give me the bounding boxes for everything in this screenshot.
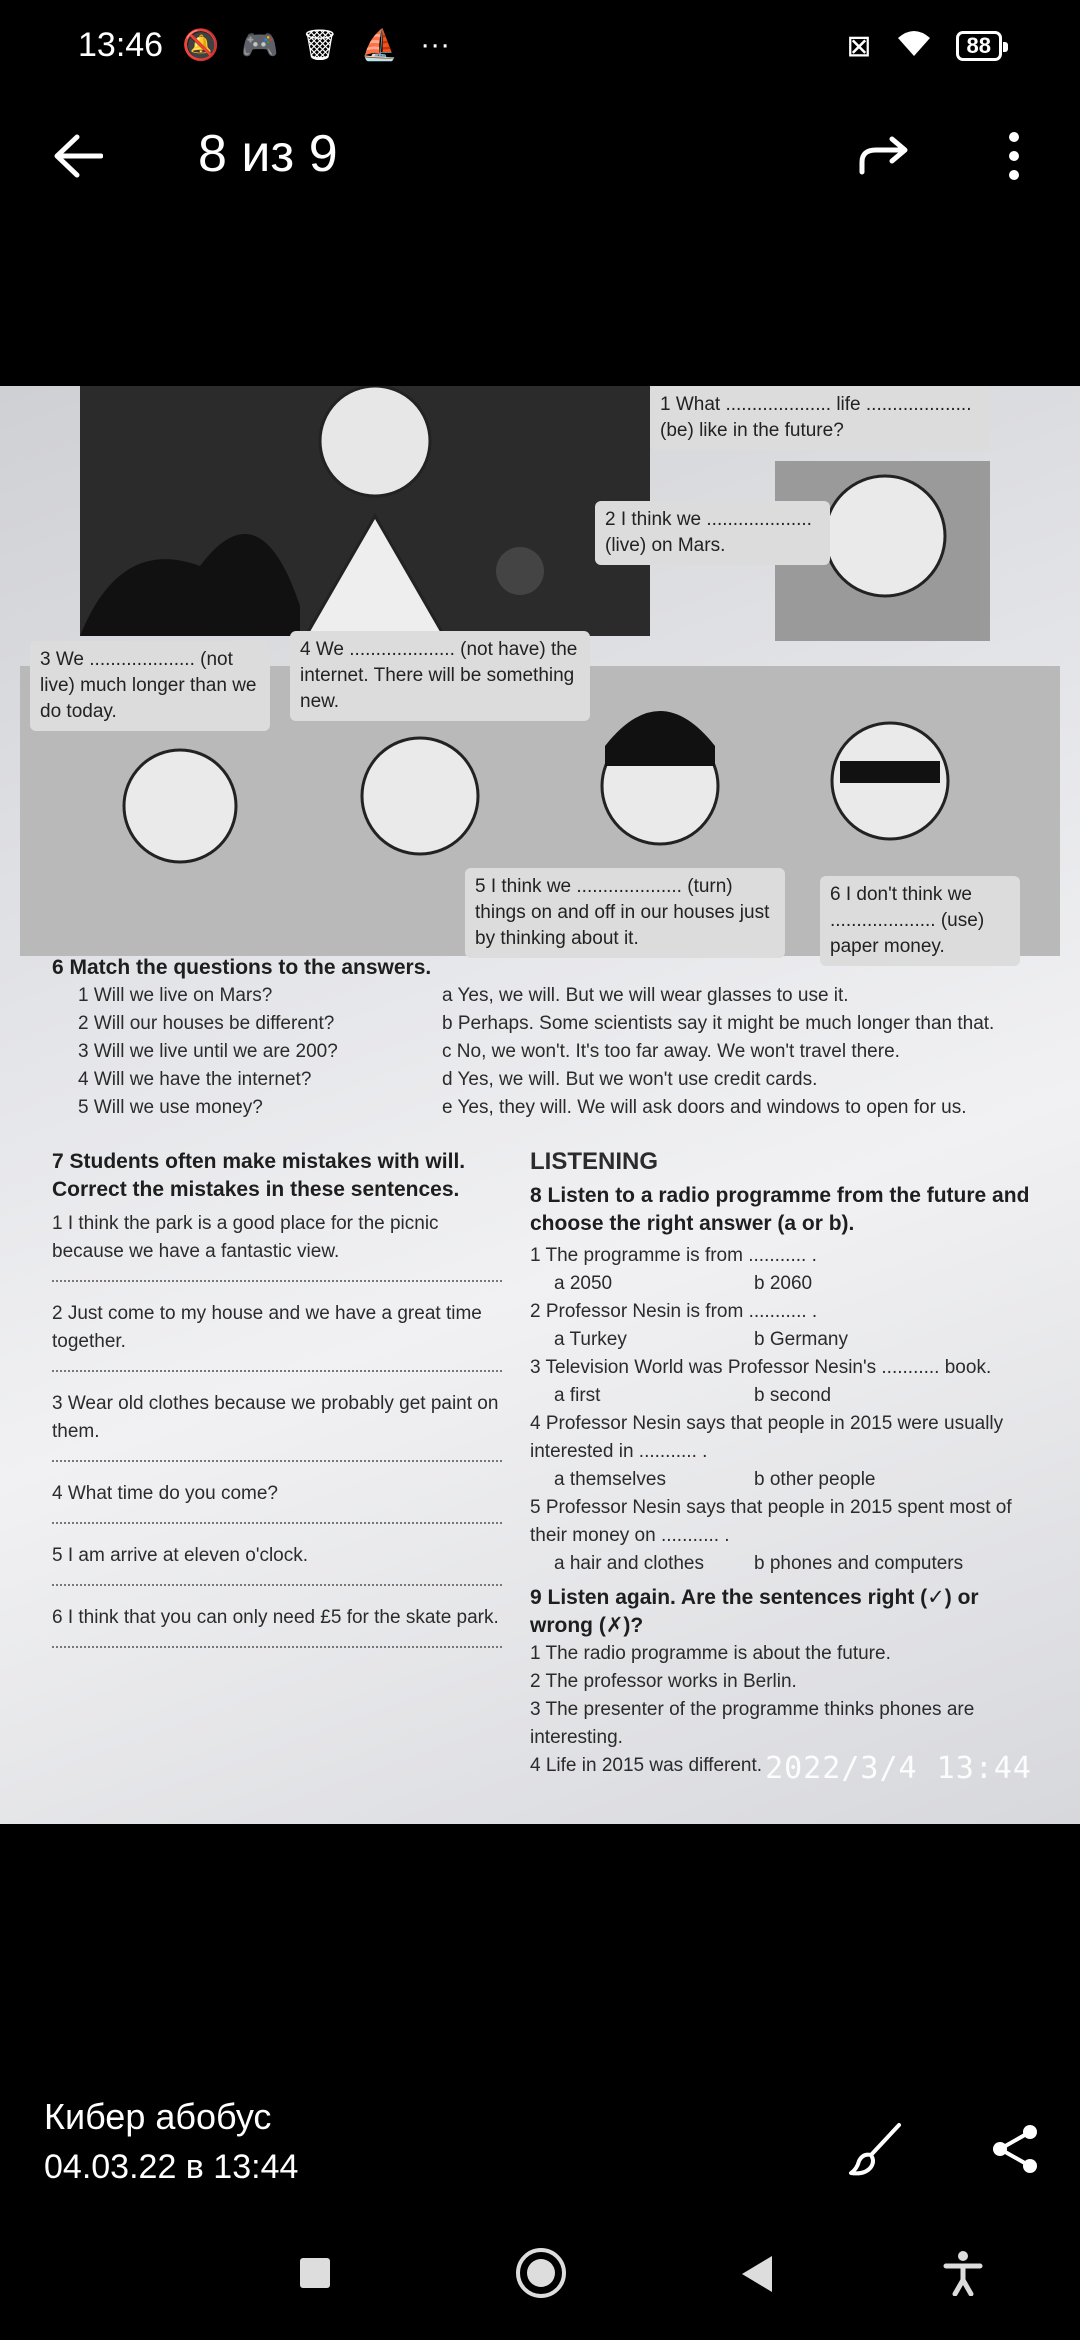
ex7-item: 5 I am arrive at eleven o'clock. [52, 1545, 309, 1566]
ex8-option-a: a 2050 [554, 1273, 613, 1294]
ex8-option-a: a themselves [554, 1469, 666, 1490]
answer-line [52, 1570, 502, 1586]
answer-line [52, 1356, 502, 1372]
speech-bubble-3: 3 We .................... (not live) much longer than we do today. [30, 641, 270, 731]
back-button[interactable] [44, 122, 112, 190]
ex8-question: 3 Television World was Professor Nesin's ........... book. [530, 1357, 992, 1378]
ex6-answer: b Perhaps. Some scientists say it might be much longer than that. [442, 1013, 995, 1034]
exercise-7-title: 7 Students often make mistakes with will. Correct the mistakes in these sentences. [52, 1150, 466, 1201]
ex8-option-b: b other people [754, 1469, 876, 1490]
page-counter-title: 8 из 9 [198, 125, 338, 183]
ex7-item: 3 Wear old clothes because we probably get paint on them. [52, 1393, 499, 1442]
mute-icon: 🔕 [182, 29, 220, 62]
photo-viewer[interactable] [0, 386, 1080, 1824]
brush-icon [845, 2119, 905, 2179]
forward-arrow-icon [858, 136, 910, 176]
comic-illustration [0, 386, 1080, 956]
ex7-item: 2 Just come to my house and we have a great time together. [52, 1303, 482, 1352]
ex8-option-a: a hair and clothes [554, 1553, 704, 1574]
ex9-item: 3 The presenter of the programme thinks phones are interesting. [530, 1699, 975, 1748]
ex7-item: 6 I think that you can only need £5 for the skate park. [52, 1607, 499, 1628]
forward-share-button[interactable] [850, 122, 918, 190]
ex6-question: 3 Will we live until we are 200? [78, 1041, 338, 1062]
no-sim-icon: ⊠ [846, 29, 872, 63]
ex8-question: 4 Professor Nesin says that people in 2015 were usually interested in ........... . [530, 1413, 1004, 1462]
ex6-answer: d Yes, we will. But we won't use credit cards. [442, 1069, 818, 1090]
photo-timestamp-watermark: 2022/3/4 13:44 [765, 1751, 1032, 1786]
ex6-answer: a Yes, we will. But we will wear glasses to use it. [442, 985, 849, 1006]
status-icons-right [846, 26, 1002, 66]
answer-line [52, 1632, 502, 1648]
ex8-option-b: b second [754, 1385, 832, 1406]
app-bar [0, 100, 1080, 210]
arrow-left-icon [53, 134, 103, 178]
ex8-option-a: a Turkey [554, 1329, 627, 1350]
ex7-item: 1 I think the park is a good place for the picnic because we have a fantastic view. [52, 1213, 439, 1262]
ex6-question: 4 Will we have the internet? [78, 1069, 312, 1090]
exercise-6 [52, 954, 1052, 1122]
status-bar [0, 0, 1080, 100]
trash-icon: 🗑 [300, 29, 339, 62]
exercise-8-title: 8 Listen to a radio programme from the future and choose the right answer (a or b). [530, 1184, 1030, 1235]
edit-button[interactable] [840, 2114, 910, 2184]
listening-section [530, 1148, 1030, 1780]
exercise-6-title: 6 Match the questions to the answers. [52, 956, 432, 979]
share-button[interactable] [980, 2114, 1050, 2184]
answer-line [52, 1446, 502, 1462]
speech-bubble-5: 5 I think we .................... (turn) things on and off in our houses just by thinking about it. [465, 868, 785, 958]
ex8-option-a: a first [554, 1385, 601, 1406]
accessibility-button[interactable] [940, 2250, 986, 2296]
boat-icon: ⛵ [360, 29, 399, 62]
speech-bubble-6: 6 I don't think we .................... (use) paper money. [820, 876, 1020, 966]
ex8-option-b: b Germany [754, 1329, 848, 1350]
status-icons-left [182, 28, 450, 63]
ex8-question: 1 The programme is from ........... . [530, 1245, 817, 1266]
exercise-9-title: 9 Listen again. Are the sentences right (✓) or wrong (✗)? [530, 1586, 979, 1637]
status-time: 13:46 [78, 26, 164, 64]
system-back-button[interactable] [742, 2256, 772, 2292]
speech-bubble-2: 2 I think we .................... (live) on Mars. [595, 501, 830, 565]
ex6-answer: e Yes, they will. We will ask doors and windows to open for us. [442, 1097, 967, 1118]
author-name: Кибер абобус [44, 2096, 272, 2137]
ex7-item: 4 What time do you come? [52, 1483, 278, 1504]
system-nav-bar [0, 2220, 1080, 2340]
ex6-question: 5 Will we use money? [78, 1097, 263, 1118]
speech-bubble-1: 1 What .................... life .................... (be) like in the future? [650, 386, 990, 450]
more-dots-icon: ··· [420, 28, 451, 61]
answer-line [52, 1266, 502, 1282]
more-vert-icon [1009, 132, 1019, 142]
ex8-option-b: b phones and computers [754, 1553, 964, 1574]
wifi-icon [894, 26, 934, 66]
ex6-question: 1 Will we live on Mars? [78, 985, 273, 1006]
ex9-item: 1 The radio programme is about the future. [530, 1643, 891, 1664]
answer-line [52, 1508, 502, 1524]
ex9-item: 2 The professor works in Berlin. [530, 1671, 797, 1692]
exercise-7 [52, 1148, 502, 1666]
ex8-question: 5 Professor Nesin says that people in 2015 spent most of their money on ........... . [530, 1497, 1012, 1546]
share-icon [988, 2122, 1042, 2176]
home-button[interactable] [516, 2248, 566, 2298]
ex8-question: 2 Professor Nesin is from ........... . [530, 1301, 818, 1322]
battery-icon: 88 [956, 31, 1002, 61]
photo-date: 04.03.22 в 13:44 [44, 2148, 299, 2186]
more-options-button[interactable] [984, 122, 1044, 190]
ex8-option-b: b 2060 [754, 1273, 813, 1294]
ex9-item: 4 Life in 2015 was different. [530, 1755, 763, 1776]
recent-apps-button[interactable] [300, 2258, 330, 2288]
gamepad-icon: 🎮 [241, 29, 279, 62]
listening-heading: LISTENING [530, 1148, 659, 1175]
ex6-answer: c No, we won't. It's too far away. We won't travel there. [442, 1041, 900, 1062]
ex6-question: 2 Will our houses be different? [78, 1013, 335, 1034]
speech-bubble-4: 4 We .................... (not have) the internet. There will be something new. [290, 631, 590, 721]
